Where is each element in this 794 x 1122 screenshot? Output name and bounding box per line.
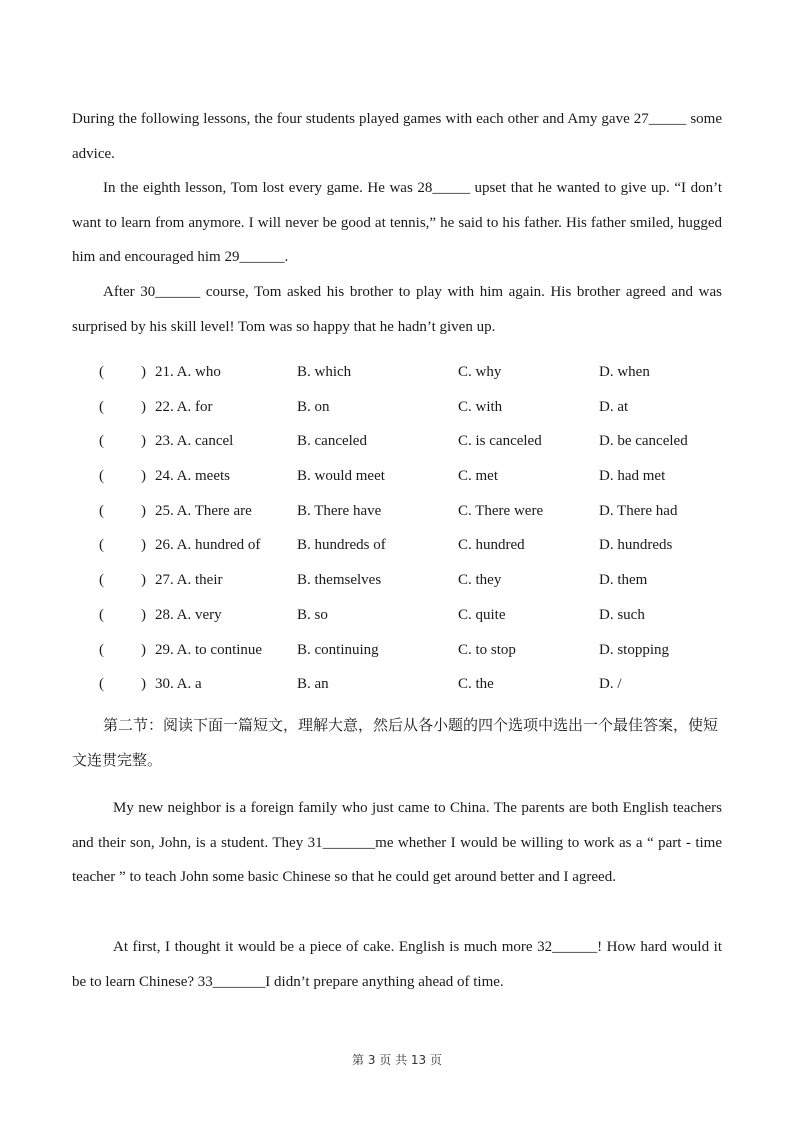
option-c: C. the bbox=[458, 676, 494, 693]
option-b: B. canceled bbox=[297, 433, 367, 450]
answer-bracket-close: ) bbox=[141, 398, 146, 415]
option-c: C. they bbox=[458, 572, 502, 589]
answer-bracket-close: ) bbox=[141, 572, 146, 589]
option-a: 27. A. their bbox=[155, 572, 223, 589]
option-d: D. had met bbox=[599, 468, 666, 485]
question-row-26 bbox=[72, 528, 752, 563]
option-a: 26. A. hundred of bbox=[155, 537, 261, 554]
option-c: C. is canceled bbox=[458, 433, 542, 450]
answer-bracket-close: ) bbox=[141, 676, 146, 693]
option-c: C. hundred bbox=[458, 537, 525, 554]
option-b: B. continuing bbox=[297, 641, 379, 658]
option-a: 30. A. a bbox=[155, 676, 202, 693]
passage-paragraph: My new neighbor is a foreign family who just came to China. The parents are both English teachers and their son, John, is a student. They 31_______me whether I would be willing to work as a “ part - time teacher ” to teach John some basic Chinese so that he could get around better and I agreed. bbox=[72, 800, 722, 886]
passage-paragraph: During the following lessons, the four students played games with each other and Amy gave 27_____ some advice. bbox=[72, 111, 722, 162]
question-row-22 bbox=[72, 390, 752, 425]
passage-paragraph: After 30______ course, Tom asked his brother to play with him again. His brother agreed and was surprised by his skill level! Tom was so happy that he hadn’t given up. bbox=[72, 284, 722, 335]
option-a: 21. A. who bbox=[155, 364, 221, 380]
answer-bracket-open: ( bbox=[99, 641, 104, 658]
option-b: B. an bbox=[297, 676, 329, 693]
option-b: B. There have bbox=[297, 502, 382, 519]
answer-bracket-close: ) bbox=[141, 606, 146, 623]
answer-bracket-open: ( bbox=[99, 468, 104, 485]
answer-bracket-open: ( bbox=[99, 398, 104, 415]
option-c: C. why bbox=[458, 364, 502, 380]
option-c: C. with bbox=[458, 398, 503, 415]
option-d: D. be canceled bbox=[599, 433, 688, 450]
answer-bracket-close: ) bbox=[141, 641, 146, 658]
option-d: D. when bbox=[599, 364, 650, 380]
option-d: D. at bbox=[599, 398, 629, 415]
option-d: D. There had bbox=[599, 502, 678, 519]
answer-bracket-open: ( bbox=[99, 676, 104, 693]
answer-bracket-close: ) bbox=[141, 537, 146, 554]
answer-bracket-open: ( bbox=[99, 364, 104, 380]
question-row-21 bbox=[72, 355, 752, 390]
page-footer: 第 3 页 共 13 页 bbox=[352, 1053, 442, 1067]
answer-bracket-close: ) bbox=[141, 468, 146, 485]
option-c: C. met bbox=[458, 468, 498, 485]
option-d: D. hundreds bbox=[599, 537, 673, 554]
question-row-25 bbox=[72, 494, 752, 529]
option-d: D. / bbox=[599, 676, 622, 693]
option-d: D. stopping bbox=[599, 641, 670, 658]
question-row-28 bbox=[72, 598, 752, 633]
option-a: 28. A. very bbox=[155, 606, 222, 623]
option-d: D. them bbox=[599, 572, 648, 589]
option-b: B. which bbox=[297, 364, 352, 380]
option-c: C. quite bbox=[458, 606, 506, 623]
passage-paragraph: At first, I thought it would be a piece of cake. English is much more 32______! How hard would it be to learn Chinese? 33_______I didn’t prepare anything ahead of time. bbox=[72, 939, 722, 990]
option-a: 24. A. meets bbox=[155, 468, 230, 485]
section-instructions: 第二节：阅读下面一篇短文，理解大意，然后从各小题的四个选项中选出一个最佳答案，使短文连贯完整。 bbox=[72, 716, 719, 769]
passage-paragraph: In the eighth lesson, Tom lost every game. He was 28_____ upset that he wanted to give up. “I don’t want to learn from anymore. I will never be good at tennis,” he said to his father. His father smiled, hugged him and encouraged him 29______. bbox=[72, 180, 722, 266]
question-row-27 bbox=[72, 563, 752, 598]
answer-bracket-close: ) bbox=[141, 364, 146, 380]
option-b: B. on bbox=[297, 398, 330, 415]
answer-bracket-open: ( bbox=[99, 537, 104, 554]
option-d: D. such bbox=[599, 606, 645, 623]
option-c: C. There were bbox=[458, 502, 544, 519]
option-b: B. hundreds of bbox=[297, 537, 386, 554]
question-row-29 bbox=[72, 633, 752, 668]
question-row-23 bbox=[72, 424, 752, 459]
option-a: 22. A. for bbox=[155, 398, 213, 415]
answer-bracket-open: ( bbox=[99, 433, 104, 450]
question-row-30 bbox=[72, 667, 752, 702]
option-b: B. so bbox=[297, 606, 328, 623]
question-row-24 bbox=[72, 459, 752, 494]
option-a: 23. A. cancel bbox=[155, 433, 234, 450]
answer-bracket-open: ( bbox=[99, 606, 104, 623]
answer-bracket-close: ) bbox=[141, 433, 146, 450]
answer-bracket-close: ) bbox=[141, 502, 146, 519]
option-a: 25. A. There are bbox=[155, 502, 252, 519]
question-options-list bbox=[72, 355, 752, 702]
answer-bracket-open: ( bbox=[99, 502, 104, 519]
answer-bracket-open: ( bbox=[99, 572, 104, 589]
option-a: 29. A. to continue bbox=[155, 641, 263, 658]
option-b: B. would meet bbox=[297, 468, 385, 485]
option-b: B. themselves bbox=[297, 572, 382, 589]
option-c: C. to stop bbox=[458, 641, 516, 658]
